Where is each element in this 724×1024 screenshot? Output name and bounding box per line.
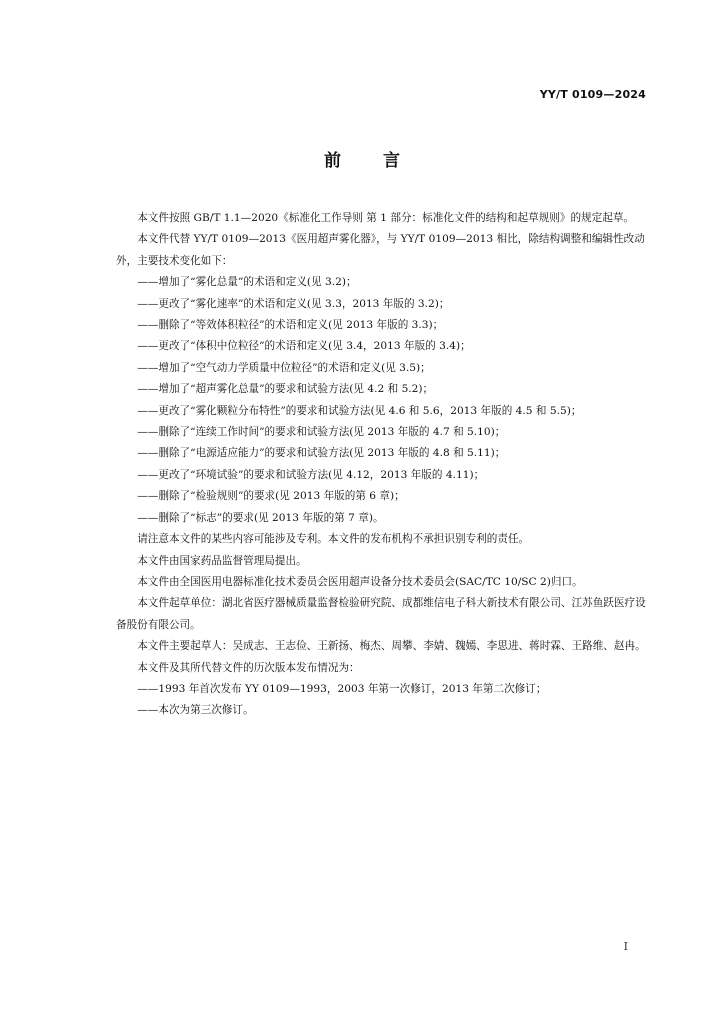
document-body	[116, 208, 648, 722]
paragraph-history-intro: 本文件及其所代替文件的历次版本发布情况为：	[137, 661, 360, 674]
list-item: ——本次为第三次修订。	[137, 704, 254, 717]
paragraph-drafters: 本文件主要起草人：吴成志、王志俭、王新扬、梅杰、周攀、李婧、魏嫣、李思进、蒋时霖、王路维、赵冉。	[137, 640, 646, 653]
history-list	[116, 679, 648, 722]
paragraph-replacement: 本文件代替 YY/T 0109—2013《医用超声雾化器》，与 YY/T 0109—2013 相比，除结构调整和编辑性改动外，主要技术变化如下：	[116, 233, 645, 267]
standard-number: YY/T 0109—2024	[539, 88, 646, 101]
paragraph-drafting-rules: 本文件按照 GB/T 1.1—2020《标准化工作导则 第 1 部分：标准化文件的结构和起草规则》的规定起草。	[137, 212, 635, 224]
list-item: ——更改了“雾化颗粒分布特性”的要求和试验方法(见 4.6 和 5.6，2013 年版的 4.5 和 5.5)；	[137, 404, 582, 417]
list-item: ——删除了“电源适应能力”的要求和试验方法(见 2013 年版的 4.8 和 5.11)；	[137, 447, 506, 460]
list-item: ——增加了“雾化总量”的术语和定义(见 3.2)；	[137, 276, 357, 289]
list-item: ——增加了“空气动力学质量中位粒径”的术语和定义(见 3.5)；	[137, 361, 431, 374]
list-item: ——增加了“超声雾化总量”的要求和试验方法(见 4.2 和 5.2)；	[137, 383, 434, 396]
paragraph-patent-notice: 请注意本文件的某些内容可能涉及专利。本文件的发布机构不承担识别专利的责任。	[137, 533, 530, 546]
list-item: ——更改了“环境试验”的要求和试验方法(见 4.12，2013 年版的 4.11)；	[137, 468, 485, 481]
change-list	[116, 272, 648, 529]
paragraph-proposed-by: 本文件由国家药品监督管理局提出。	[137, 554, 307, 567]
list-item: ——删除了“等效体积粒径”的术语和定义(见 2013 年版的 3.3)；	[137, 319, 444, 332]
list-item: ——1993 年首次发布 YY 0109—1993，2003 年第一次修订，2013 年第二次修订；	[137, 682, 547, 695]
page-title: 前言	[324, 151, 442, 171]
list-item: ——删除了“检验规则”的要求(见 2013 年版的第 6 章)；	[137, 490, 405, 503]
list-item: ——删除了“标志”的要求(见 2013 年版的第 7 章)。	[137, 511, 384, 524]
page-number: I	[623, 940, 628, 953]
list-item: ——删除了“连续工作时间”的要求和试验方法(见 2013 年版的 4.7 和 5.10)；	[137, 426, 506, 439]
list-item: ——更改了“体积中位粒径”的术语和定义(见 3.4，2013 年版的 3.4)；	[137, 340, 471, 353]
paragraph-centralized-by: 本文件由全国医用电器标准化技术委员会医用超声设备分技术委员会(SAC/TC 10/SC 2)归口。	[137, 575, 583, 588]
list-item: ——更改了“雾化速率”的术语和定义(见 3.3，2013 年版的 3.2)；	[137, 297, 450, 310]
paragraph-drafting-units: 本文件起草单位：湖北省医疗器械质量监督检验研究院、成都维信电子科大新技术有限公司、江苏鱼跃医疗设备股份有限公司。	[116, 597, 646, 631]
